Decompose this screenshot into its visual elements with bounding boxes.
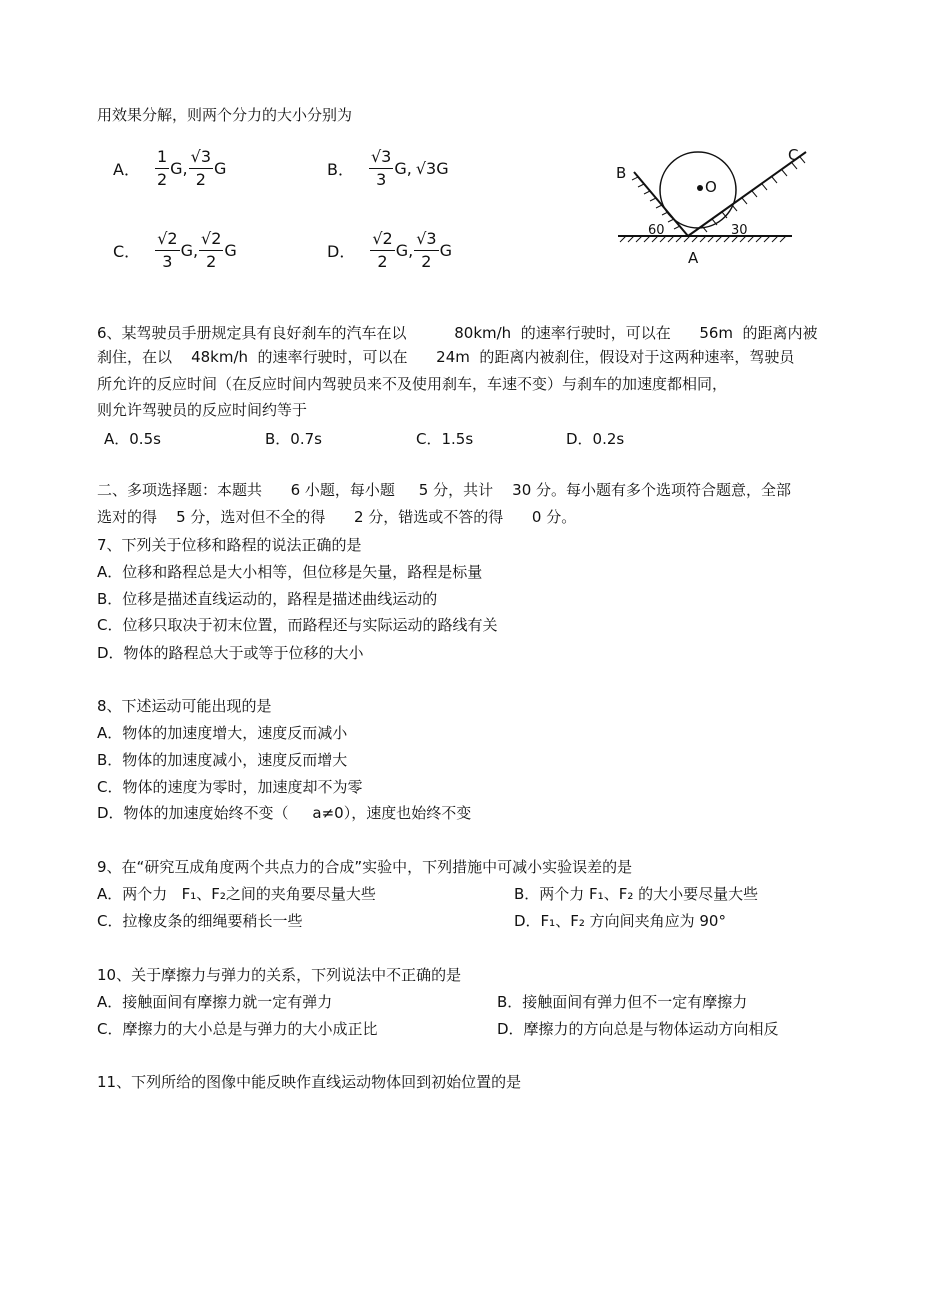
label-b: B bbox=[616, 164, 627, 182]
q10-option-a: A．接触面间有摩擦力就一定有弹力 bbox=[97, 993, 333, 1011]
q9-option-d: D．F₁、F₂ 方向间夹角应为 90° bbox=[514, 912, 726, 930]
q6-line-4: 则允许驾驶员的反应时间约等于 bbox=[97, 401, 308, 419]
numerator: √3 bbox=[414, 228, 438, 251]
q6-option-b: B．0.7s bbox=[265, 430, 322, 448]
option-text: √3G bbox=[415, 159, 449, 178]
numerator: √3 bbox=[189, 146, 213, 169]
q10-stem: 10、关于摩擦力与弹力的关系，下列说法中不正确的是 bbox=[97, 966, 462, 984]
denominator: 2 bbox=[421, 252, 432, 271]
angle-30-label: 30 bbox=[731, 223, 748, 238]
q7-option-d: D．物体的路程总大于或等于位移的大小 bbox=[97, 644, 364, 662]
numerator: √2 bbox=[370, 228, 394, 251]
fraction bbox=[414, 228, 438, 273]
denominator: 2 bbox=[156, 170, 168, 189]
q7-option-b: B．位移是描述直线运动的，路程是描述曲线运动的 bbox=[97, 590, 438, 608]
option-text: G bbox=[214, 159, 227, 178]
q7-option-c: C．位移只取决于初末位置，而路程还与实际运动的路线有关 bbox=[97, 616, 498, 634]
option-text: G, bbox=[395, 241, 414, 260]
fraction bbox=[369, 146, 393, 191]
ball-on-inclines-diagram bbox=[610, 140, 810, 270]
denominator: 2 bbox=[377, 252, 388, 271]
q5-option-b bbox=[327, 146, 449, 191]
denominator: 3 bbox=[376, 170, 387, 189]
q6-option-a: A．0.5s bbox=[104, 430, 161, 448]
q8-stem: 8、下述运动可能出现的是 bbox=[97, 697, 272, 715]
q7-stem: 7、下列关于位移和路程的说法正确的是 bbox=[97, 536, 362, 554]
q10-option-c: C．摩擦力的大小总是与弹力的大小成正比 bbox=[97, 1020, 378, 1038]
label-o: O bbox=[705, 178, 717, 196]
q6-option-c: C．1.5s bbox=[416, 430, 474, 448]
q8-option-b: B．物体的加速度减小，速度反而增大 bbox=[97, 751, 348, 769]
q11-stem: 11、下列所给的图像中能反映作直线运动物体回到初始位置的是 bbox=[97, 1073, 522, 1091]
fraction bbox=[155, 228, 179, 273]
option-text: G, bbox=[394, 159, 412, 178]
angle-60-label: 60 bbox=[648, 223, 665, 238]
fraction bbox=[189, 146, 213, 191]
fraction bbox=[199, 228, 223, 273]
numerator: √2 bbox=[155, 228, 179, 251]
option-text: G bbox=[439, 241, 452, 260]
q6-line-2: 刹住，在以 48km/h 的速率行驶时，可以在 24m 的距离内被刹住，假设对于这两种速率，驾驶员 bbox=[97, 348, 795, 366]
option-label: A． bbox=[113, 160, 140, 179]
numerator: √3 bbox=[369, 146, 393, 169]
numerator: √2 bbox=[199, 228, 223, 251]
fraction bbox=[370, 228, 394, 273]
q5-figure bbox=[610, 140, 810, 270]
option-text: G bbox=[224, 241, 237, 260]
denominator: 2 bbox=[195, 170, 206, 189]
option-label: C． bbox=[113, 242, 141, 261]
denominator: 2 bbox=[206, 252, 217, 271]
option-text: G, bbox=[170, 159, 188, 178]
q8-option-a: A．物体的加速度增大，速度反而减小 bbox=[97, 724, 348, 742]
q9-stem: 9、在“研究互成角度两个共点力的合成”实验中，下列措施中可减小实验误差的是 bbox=[97, 858, 633, 876]
fraction bbox=[155, 146, 169, 191]
q10-option-b: B．接触面间有弹力但不一定有摩擦力 bbox=[497, 993, 748, 1011]
q6-option-d: D．0.2s bbox=[566, 430, 625, 448]
q7-option-a: A．位移和路程总是大小相等，但位移是矢量，路程是标量 bbox=[97, 563, 483, 581]
option-label: B． bbox=[327, 160, 354, 179]
q6-line-1: 6、某驾驶员手册规定具有良好刹车的汽车在以 80km/h 的速率行驶时，可以在 56m 的距离内被 bbox=[97, 324, 818, 342]
q9-option-b: B．两个力 F₁、F₂ 的大小要尽量大些 bbox=[514, 885, 759, 903]
label-a: A bbox=[688, 249, 699, 267]
q8-option-d: D．物体的加速度始终不变（ a≠0），速度也始终不变 bbox=[97, 804, 472, 822]
q8-option-c: C．物体的速度为零时，加速度却不为零 bbox=[97, 778, 363, 796]
section2-heading-line-2: 选对的得 5 分，选对但不全的得 2 分，错选或不答的得 0 分。 bbox=[97, 508, 577, 526]
section2-heading-line-1: 二、多项选择题：本题共 6 小题，每小题 5 分，共计 30 分。每小题有多个选项符合题意，全部 bbox=[97, 481, 792, 499]
denominator: 3 bbox=[162, 252, 173, 271]
q5-option-c bbox=[113, 228, 237, 273]
q5-option-a bbox=[113, 146, 226, 191]
q10-option-d: D．摩擦力的方向总是与物体运动方向相反 bbox=[497, 1020, 779, 1038]
numerator: 1 bbox=[155, 146, 169, 169]
q6-line-3: 所允许的反应时间（在反应时间内驾驶员来不及使用刹车，车速不变）与刹车的加速度都相同， bbox=[97, 375, 728, 393]
option-text: G, bbox=[180, 241, 199, 260]
q9-option-a: A．两个力 F₁、F₂之间的夹角要尽量大些 bbox=[97, 885, 376, 903]
q5-option-d bbox=[327, 228, 452, 273]
label-c: C bbox=[788, 146, 799, 164]
option-label: D． bbox=[327, 242, 356, 261]
q9-option-c: C．拉橡皮条的细绳要稍长一些 bbox=[97, 912, 303, 930]
q5-intro: 用效果分解，则两个分力的大小分别为 bbox=[97, 106, 353, 124]
